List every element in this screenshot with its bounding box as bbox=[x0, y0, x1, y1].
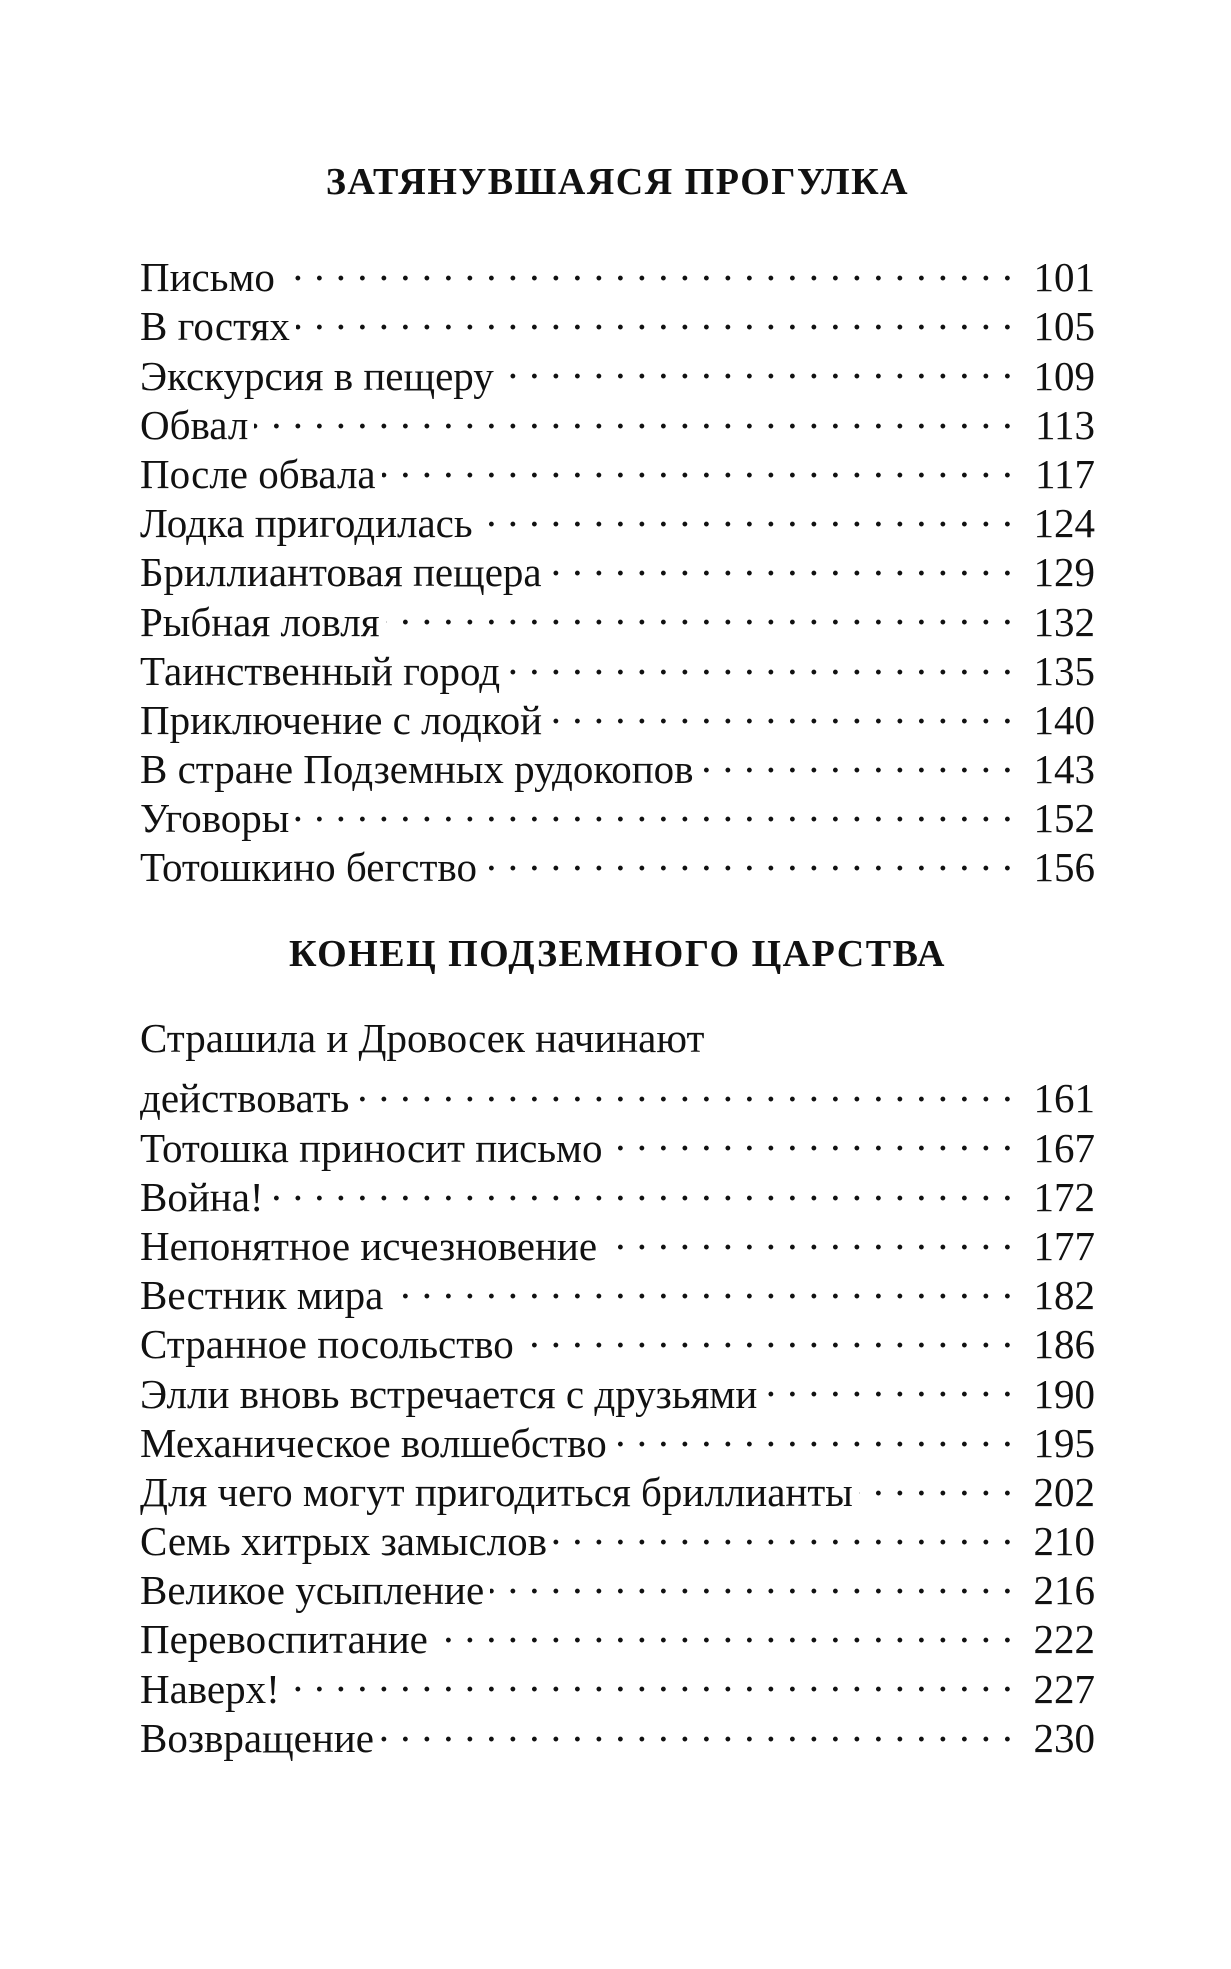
toc-entry-page: 143 bbox=[1033, 746, 1095, 793]
section-heading: КОНЕЦ ПОДЗЕМНОГО ЦАРСТВА bbox=[289, 933, 946, 975]
dot-leader bbox=[700, 734, 1013, 783]
dot-leader bbox=[296, 291, 1013, 340]
toc-entry-title: Тотошкино бегство bbox=[140, 844, 477, 891]
dot-leader bbox=[548, 685, 1013, 734]
toc-entry-title: Бриллиантовая пещера bbox=[140, 549, 542, 596]
toc-entry-page: 135 bbox=[1033, 647, 1095, 694]
toc-entry-page: 117 bbox=[1035, 450, 1095, 497]
toc-entry-title: Элли вновь встречается с друзьями bbox=[140, 1370, 758, 1417]
toc-entry-title: Обвал bbox=[140, 401, 249, 448]
toc-entry-page: 113 bbox=[1035, 401, 1095, 448]
toc-entry-page: 227 bbox=[1033, 1665, 1095, 1712]
dot-leader bbox=[603, 1211, 1013, 1260]
dot-leader bbox=[553, 1506, 1013, 1555]
dot-leader bbox=[613, 1408, 1013, 1457]
toc-entry-title: действовать bbox=[140, 1075, 350, 1122]
toc-entry-title: Лодка пригодилась bbox=[140, 500, 473, 547]
toc-entry-title: В гостях bbox=[140, 303, 290, 350]
toc-section-2 bbox=[140, 930, 1095, 1761]
toc-entry-title: Механическое волшебство bbox=[140, 1419, 607, 1466]
dot-leader bbox=[389, 1260, 1013, 1309]
toc-entry-page: 216 bbox=[1033, 1567, 1095, 1614]
dot-leader bbox=[483, 832, 1013, 881]
toc-entry-title: Возвращение bbox=[140, 1714, 374, 1761]
toc-entry-page: 132 bbox=[1033, 598, 1095, 645]
toc-entry-title: Перевоспитание bbox=[140, 1616, 428, 1663]
dot-leader bbox=[286, 1653, 1013, 1702]
toc-entry-title: В стране Подземных рудокопов bbox=[140, 746, 694, 793]
dot-leader bbox=[609, 1112, 1014, 1161]
toc-entry-title: Вестник мира bbox=[140, 1272, 384, 1319]
toc-entry bbox=[140, 1162, 1095, 1220]
dot-leader bbox=[506, 636, 1013, 685]
dot-leader bbox=[763, 1358, 1013, 1407]
dot-leader bbox=[270, 1162, 1013, 1211]
toc-entry bbox=[140, 1014, 1095, 1122]
toc-entry-title: Рыбная ловля bbox=[140, 598, 380, 645]
toc-entry-page: 129 bbox=[1033, 549, 1095, 596]
section-heading: ЗАТЯНУВШАЯСЯ ПРОГУЛКА bbox=[325, 161, 910, 203]
toc-list bbox=[140, 242, 1095, 891]
toc-entry-title: Для чего могут пригодиться бриллианты bbox=[140, 1468, 853, 1515]
toc-entry-page: 186 bbox=[1033, 1321, 1095, 1368]
toc-entry-title: Семь хитрых замыслов bbox=[140, 1518, 547, 1565]
toc-entry bbox=[140, 291, 1095, 350]
toc-entry-title: Таинственный город bbox=[140, 647, 501, 694]
toc-entry-page: 195 bbox=[1033, 1419, 1095, 1466]
toc-entry-page: 177 bbox=[1033, 1222, 1095, 1269]
dot-leader bbox=[355, 1063, 1013, 1112]
toc-entry-page: 190 bbox=[1033, 1370, 1095, 1417]
dot-leader bbox=[500, 340, 1013, 389]
toc-entry-title: Война! bbox=[140, 1173, 264, 1220]
dot-leader bbox=[434, 1604, 1013, 1653]
toc-section-1 bbox=[140, 158, 1095, 891]
toc-entry-page: 161 bbox=[1033, 1075, 1095, 1122]
dot-leader bbox=[295, 783, 1013, 832]
toc-entry-page: 152 bbox=[1033, 795, 1095, 842]
toc-entry-page: 124 bbox=[1033, 500, 1095, 547]
toc-entry-title: Уговоры bbox=[140, 795, 290, 842]
toc-entry-page: 105 bbox=[1033, 303, 1095, 350]
toc-entry-title: Экскурсия в пещеру bbox=[140, 352, 494, 399]
toc-entry bbox=[140, 242, 1095, 301]
toc-list bbox=[140, 1014, 1095, 1122]
dot-leader bbox=[490, 1555, 1013, 1604]
toc-entry-page: 156 bbox=[1033, 844, 1095, 891]
toc-entry-page: 167 bbox=[1033, 1124, 1095, 1171]
toc-entry-page: 140 bbox=[1033, 696, 1095, 743]
toc-entry-page: 230 bbox=[1033, 1714, 1095, 1761]
toc-entry bbox=[140, 390, 1095, 448]
dot-leader bbox=[382, 439, 1013, 488]
toc-entry-page: 182 bbox=[1033, 1272, 1095, 1319]
dot-leader bbox=[254, 390, 1013, 439]
toc-entry bbox=[140, 1211, 1095, 1269]
toc-entry-title: Страшила и Дровосек начинают bbox=[140, 1015, 705, 1061]
dot-leader bbox=[281, 242, 1013, 291]
dot-leader bbox=[548, 537, 1013, 586]
toc-entry-title: Странное посольство bbox=[140, 1321, 514, 1368]
toc-entry-page: 172 bbox=[1033, 1173, 1095, 1220]
toc-entry-page: 222 bbox=[1033, 1616, 1095, 1663]
dot-leader bbox=[520, 1309, 1013, 1358]
toc-entry-title: Великое усыпление bbox=[140, 1567, 485, 1614]
toc-entry-page: 109 bbox=[1033, 352, 1095, 399]
toc-entry-title: Приключение с лодкой bbox=[140, 696, 543, 743]
dot-leader bbox=[859, 1457, 1013, 1506]
dot-leader bbox=[479, 488, 1013, 537]
toc-list bbox=[140, 1112, 1095, 1761]
toc-entry-page: 101 bbox=[1033, 254, 1095, 301]
toc-entry-title: Наверх! bbox=[140, 1665, 280, 1712]
toc-entry-page: 202 bbox=[1033, 1468, 1095, 1515]
toc-entry-title: После обвала bbox=[140, 450, 376, 497]
toc-entry-title: Письмо bbox=[140, 254, 275, 301]
toc-entry-title: Непонятное исчезновение bbox=[140, 1222, 598, 1269]
dot-leader bbox=[386, 586, 1013, 635]
toc-entry-page: 210 bbox=[1033, 1518, 1095, 1565]
dot-leader bbox=[380, 1703, 1013, 1752]
toc-entry-title: Тотошка приносит письмо bbox=[140, 1124, 603, 1171]
toc-entry bbox=[140, 439, 1095, 497]
